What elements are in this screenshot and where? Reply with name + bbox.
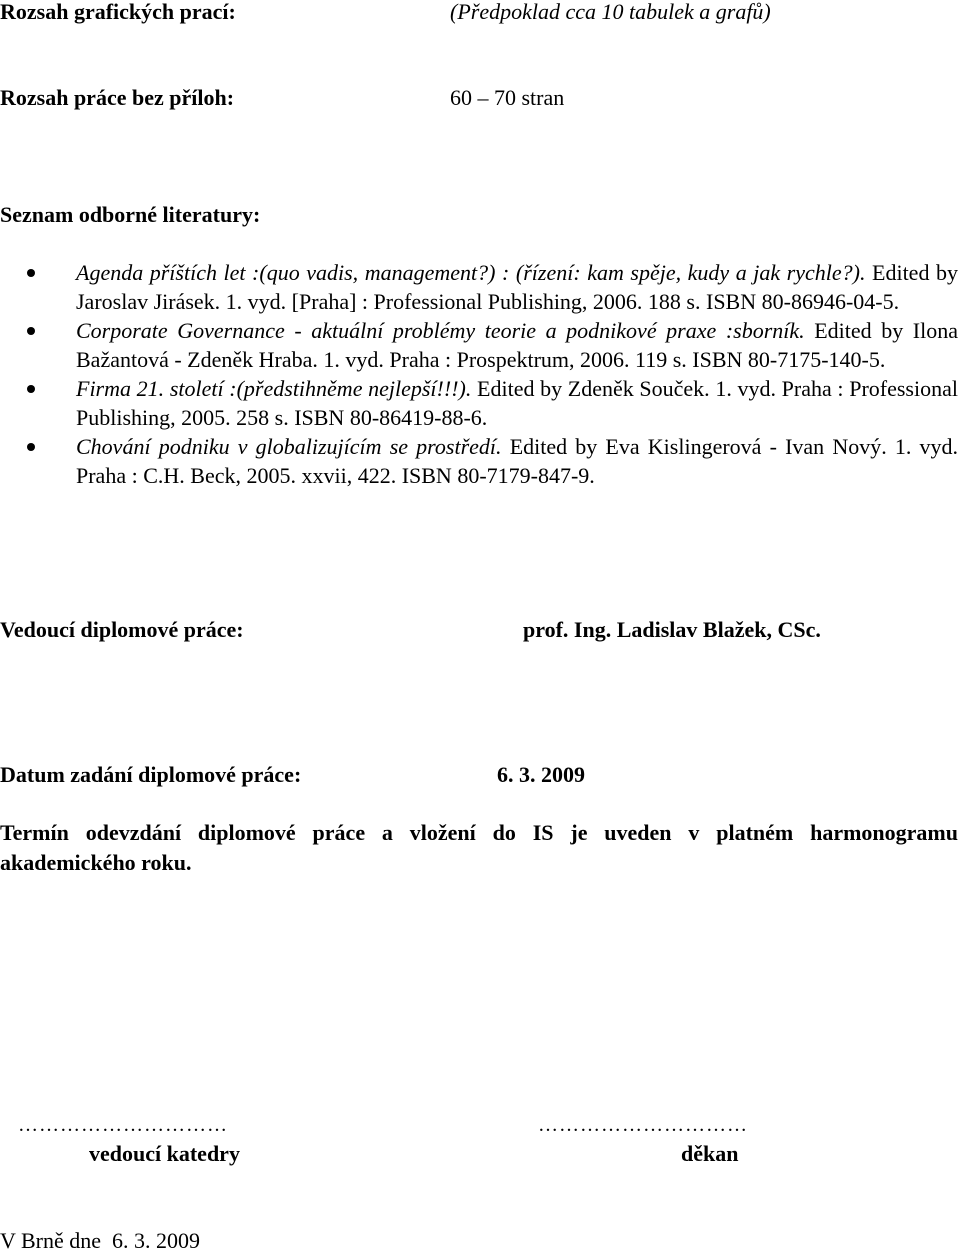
work-scope-label: Rozsah práce bez příloh: (0, 85, 235, 110)
bullet-icon (27, 327, 35, 335)
literature-heading: Seznam odborné literatury: (0, 202, 261, 227)
signature-line-right: ………………………… (538, 1114, 748, 1136)
bullet-icon (27, 269, 35, 277)
literature-list (0, 258, 958, 490)
place-and-date: V Brně dne 6. 3. 2009 (0, 1228, 201, 1253)
graphics-scope-value: (Předpoklad cca 10 tabulek a grafů) (450, 0, 771, 24)
deadline-note: Termín odevzdání diplomové práce a vložení do IS je uveden v platném harmonogramu akademického roku. (0, 820, 958, 875)
list-item (0, 432, 958, 490)
literature-details: Edited by Ilona Bažantová - Zdeněk Hraba. 1. vyd. Praha : Prospektrum, 2006. 119 s. ISBN 80-7175-140-5. (76, 318, 958, 372)
signature-line-left: ………………………… (18, 1114, 228, 1136)
literature-details: Edited by Jaroslav Jirásek. 1. vyd. [Praha] : Professional Publishing, 2006. 188 s. ISBN 80-86946-04-5. (76, 260, 958, 314)
signature-label-dean: děkan (681, 1141, 739, 1166)
literature-details: Edited by Zdeněk Souček. 1. vyd. Praha : Professional Publishing, 2005. 258 s. ISBN 80-86419-88-6. (76, 376, 958, 430)
bullet-icon (27, 443, 35, 451)
assignment-date-label: Datum zadání diplomové práce: (0, 762, 302, 787)
supervisor-label: Vedoucí diplomové práce: (0, 617, 244, 642)
literature-title: Agenda příštích let :(quo vadis, management?) : (řízení: kam spěje, kudy a jak rychle?). (76, 260, 866, 285)
bullet-icon (27, 385, 35, 393)
assignment-date-value: 6. 3. 2009 (497, 762, 585, 787)
literature-title: Chování podniku v globalizujícím se prostředí. (76, 434, 502, 459)
graphics-scope-label: Rozsah grafických prací: (0, 0, 236, 24)
literature-title: Corporate Governance - aktuální problémy teorie a podnikové praxe :sborník. (76, 318, 805, 343)
signature-label-head-of-department: vedoucí katedry (89, 1141, 240, 1166)
literature-title: Firma 21. století :(předstihněme nejlepší!!!). (76, 376, 472, 401)
list-item (0, 374, 958, 432)
supervisor-value: prof. Ing. Ladislav Blažek, CSc. (523, 617, 821, 642)
literature-details: Edited by Eva Kislingerová - Ivan Nový. 1. vyd. Praha : C.H. Beck, 2005. xxvii, 422. ISBN 80-7179-847-9. (76, 434, 959, 488)
work-scope-value: 60 – 70 stran (450, 85, 565, 110)
list-item (0, 258, 958, 316)
list-item (0, 316, 958, 374)
